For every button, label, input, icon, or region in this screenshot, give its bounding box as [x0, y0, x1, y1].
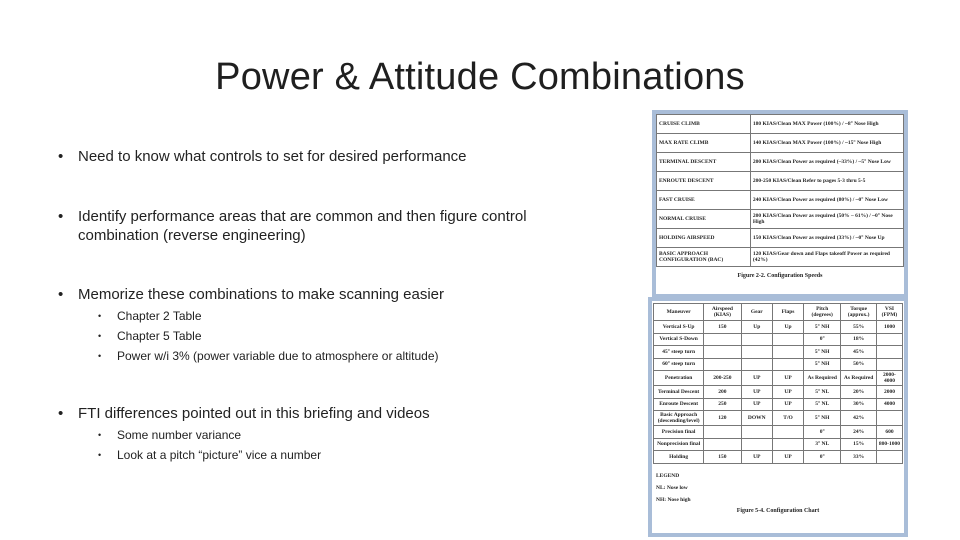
- table-cell: UP: [773, 398, 804, 411]
- table-cell: Nonprecision final: [654, 438, 704, 451]
- config-label-cell: NORMAL CRUISE: [657, 210, 751, 229]
- configuration-chart-table: [653, 303, 903, 464]
- table-cell: UP: [741, 451, 773, 464]
- sub-bullet-item: • Some number variance: [98, 428, 242, 442]
- table-cell: 33%: [841, 451, 877, 464]
- table-cell: [704, 333, 741, 346]
- table-cell: Holding: [654, 451, 704, 464]
- config-label-cell: BASIC APPROACH CONFIGURATION (BAC): [657, 248, 751, 267]
- table-cell: 45° steep turn: [654, 346, 704, 359]
- table-cell: 1000: [876, 321, 902, 334]
- table-cell: [876, 411, 902, 426]
- column-header: Gear: [741, 304, 773, 321]
- table-cell: UP: [773, 451, 804, 464]
- column-header: Torque (approx.): [841, 304, 877, 321]
- table-cell: 55%: [841, 321, 877, 334]
- config-desc-cell: 140 KIAS/Clean MAX Power (100%) / ~15° Nose High: [750, 134, 903, 153]
- table-cell: 60° steep turn: [654, 358, 704, 371]
- bullet-dot-icon: •: [98, 311, 102, 321]
- table-cell: [741, 426, 773, 439]
- table-row: [654, 358, 903, 371]
- figure-caption: Figure 2-2. Configuration Speeds: [737, 273, 823, 279]
- table-cell: [741, 346, 773, 359]
- config-label-cell: ENROUTE DESCENT: [657, 172, 751, 191]
- table-cell: [773, 333, 804, 346]
- table-row: [657, 191, 904, 210]
- config-label-cell: MAX RATE CLIMB: [657, 134, 751, 153]
- table-cell: 0°: [804, 333, 841, 346]
- table-cell: Precision final: [654, 426, 704, 439]
- legend-title: LEGEND: [656, 472, 680, 479]
- table-cell: Basic Approach (descending/level): [654, 411, 704, 426]
- table-cell: 120: [704, 411, 741, 426]
- table-cell: 200-250: [704, 371, 741, 386]
- table-cell: 30%: [841, 398, 877, 411]
- column-header: Maneuver: [654, 304, 704, 321]
- table-cell: Enroute Descent: [654, 398, 704, 411]
- table-cell: UP: [741, 371, 773, 386]
- table-cell: UP: [773, 386, 804, 399]
- configuration-chart-figure: [648, 297, 908, 537]
- legend-entry: NH: Nose high: [656, 496, 691, 503]
- bullet-item: • Memorize these combinations to make scanning easier: [58, 286, 445, 303]
- table-cell: DOWN: [741, 411, 773, 426]
- bullet-dot-icon: •: [98, 430, 102, 440]
- legend: [656, 470, 904, 506]
- table-row: [654, 426, 903, 439]
- table-row: [657, 248, 904, 267]
- figure-caption: Figure 5-4. Configuration Chart: [736, 507, 820, 514]
- table-row: [657, 153, 904, 172]
- table-cell: [741, 358, 773, 371]
- table-cell: 5° NH: [804, 411, 841, 426]
- bullet-item: • Need to know what controls to set for desired performance: [58, 148, 467, 165]
- config-desc-cell: 240 KIAS/Clean Power as required (80%) / ~0° Nose Low: [750, 191, 903, 210]
- bullet-dot-icon: •: [58, 286, 64, 303]
- table-cell: 5° NH: [804, 321, 841, 334]
- table-cell: [773, 426, 804, 439]
- bullet-dot-icon: •: [58, 208, 64, 225]
- table-row: [654, 438, 903, 451]
- table-cell: [773, 358, 804, 371]
- table-cell: 50%: [841, 358, 877, 371]
- config-label-cell: HOLDING AIRSPEED: [657, 229, 751, 248]
- table-cell: 150: [704, 321, 741, 334]
- bullet-item: • FTI differences pointed out in this briefing and videos: [58, 405, 430, 422]
- table-row: [654, 411, 903, 426]
- table-cell: Vertical S-Up: [654, 321, 704, 334]
- table-row: [657, 229, 904, 248]
- table-cell: [876, 333, 902, 346]
- table-cell: 24%: [841, 426, 877, 439]
- config-label-cell: CRUISE CLIMB: [657, 115, 751, 134]
- table-cell: Penetration: [654, 371, 704, 386]
- sub-bullet-item: • Look at a pitch “picture” vice a number: [98, 448, 322, 462]
- table-cell: UP: [741, 398, 773, 411]
- config-label-cell: TERMINAL DESCENT: [657, 153, 751, 172]
- legend-entry: NL: Nose low: [656, 484, 688, 491]
- table-cell: UP: [741, 386, 773, 399]
- table-cell: [741, 438, 773, 451]
- column-header: Pitch (degrees): [804, 304, 841, 321]
- table-cell: UP: [773, 371, 804, 386]
- table-cell: [876, 451, 902, 464]
- table-cell: 15%: [841, 438, 877, 451]
- sub-bullet-item: • Chapter 5 Table: [98, 329, 202, 343]
- table-cell: 20%: [841, 386, 877, 399]
- table-cell: 2000: [876, 386, 902, 399]
- table-cell: 200: [704, 386, 741, 399]
- table-cell: 2000-4000: [876, 371, 902, 386]
- table-cell: 3° NL: [804, 438, 841, 451]
- table-row: [657, 210, 904, 229]
- table-cell: [876, 346, 902, 359]
- table-cell: [773, 438, 804, 451]
- column-header: VSI (FPM): [876, 304, 902, 321]
- table-cell: 18%: [841, 333, 877, 346]
- bullet-dot-icon: •: [98, 450, 102, 460]
- table-row: [654, 321, 903, 334]
- table-row: [654, 333, 903, 346]
- config-desc-cell: 200 KIAS/Clean Power as required (~33%) / ~5° Nose Low: [750, 153, 903, 172]
- slide-title: Power & Attitude Combinations: [215, 56, 745, 98]
- configuration-speeds-figure: [652, 110, 908, 298]
- bullet-item: • Identify performance areas that are common and then figure control combination (reverse engineering): [58, 208, 527, 244]
- table-cell: [741, 333, 773, 346]
- configuration-speeds-table: [656, 114, 904, 267]
- table-cell: 45%: [841, 346, 877, 359]
- table-cell: Vertical S-Down: [654, 333, 704, 346]
- table-cell: [876, 358, 902, 371]
- config-label-cell: FAST CRUISE: [657, 191, 751, 210]
- config-desc-cell: 150 KIAS/Clean Power as required (33%) / ~0° Nose Up: [750, 229, 903, 248]
- table-row: [654, 451, 903, 464]
- table-cell: [773, 346, 804, 359]
- table-cell: 150: [704, 451, 741, 464]
- bullet-dot-icon: •: [98, 351, 102, 361]
- config-desc-cell: 200-250 KIAS/Clean Refer to pages 5-3 thru 5-5: [750, 172, 903, 191]
- table-cell: As Required: [841, 371, 877, 386]
- sub-bullet-item: • Power w/i 3% (power variable due to atmosphere or altitude): [98, 349, 439, 363]
- table-cell: 4000: [876, 398, 902, 411]
- table-cell: Up: [741, 321, 773, 334]
- column-header: Airspeed (KIAS): [704, 304, 741, 321]
- table-cell: 250: [704, 398, 741, 411]
- table-cell: 800-1000: [876, 438, 902, 451]
- table-cell: As Required: [804, 371, 841, 386]
- table-cell: T/O: [773, 411, 804, 426]
- bullet-dot-icon: •: [98, 331, 102, 341]
- table-cell: 5° NL: [804, 386, 841, 399]
- table-row: [654, 386, 903, 399]
- column-header: Flaps: [773, 304, 804, 321]
- table-row: [657, 115, 904, 134]
- config-desc-cell: 180 KIAS/Clean MAX Power (100%) / ~8° Nose High: [750, 115, 903, 134]
- table-row: [657, 172, 904, 191]
- table-cell: [704, 346, 741, 359]
- table-row: [657, 134, 904, 153]
- table-cell: Up: [773, 321, 804, 334]
- table-row: [654, 398, 903, 411]
- table-row: [654, 371, 903, 386]
- table-cell: [704, 426, 741, 439]
- table-row: [654, 346, 903, 359]
- table-cell: [704, 358, 741, 371]
- table-cell: 5° NL: [804, 398, 841, 411]
- table-cell: [704, 438, 741, 451]
- table-cell: 5° NH: [804, 358, 841, 371]
- table-cell: 0°: [804, 451, 841, 464]
- table-cell: 5° NH: [804, 346, 841, 359]
- sub-bullet-item: • Chapter 2 Table: [98, 309, 202, 323]
- table-cell: 42%: [841, 411, 877, 426]
- bullet-dot-icon: •: [58, 405, 64, 422]
- table-cell: 0°: [804, 426, 841, 439]
- bullet-dot-icon: •: [58, 148, 64, 165]
- config-desc-cell: 200 KIAS/Clean Power as required (50% – 61%) / ~0° Nose High: [750, 210, 903, 229]
- config-desc-cell: 120 KIAS/Gear down and Flaps takeoff Power as required (42%): [750, 248, 903, 267]
- table-cell: 600: [876, 426, 902, 439]
- table-cell: Terminal Descent: [654, 386, 704, 399]
